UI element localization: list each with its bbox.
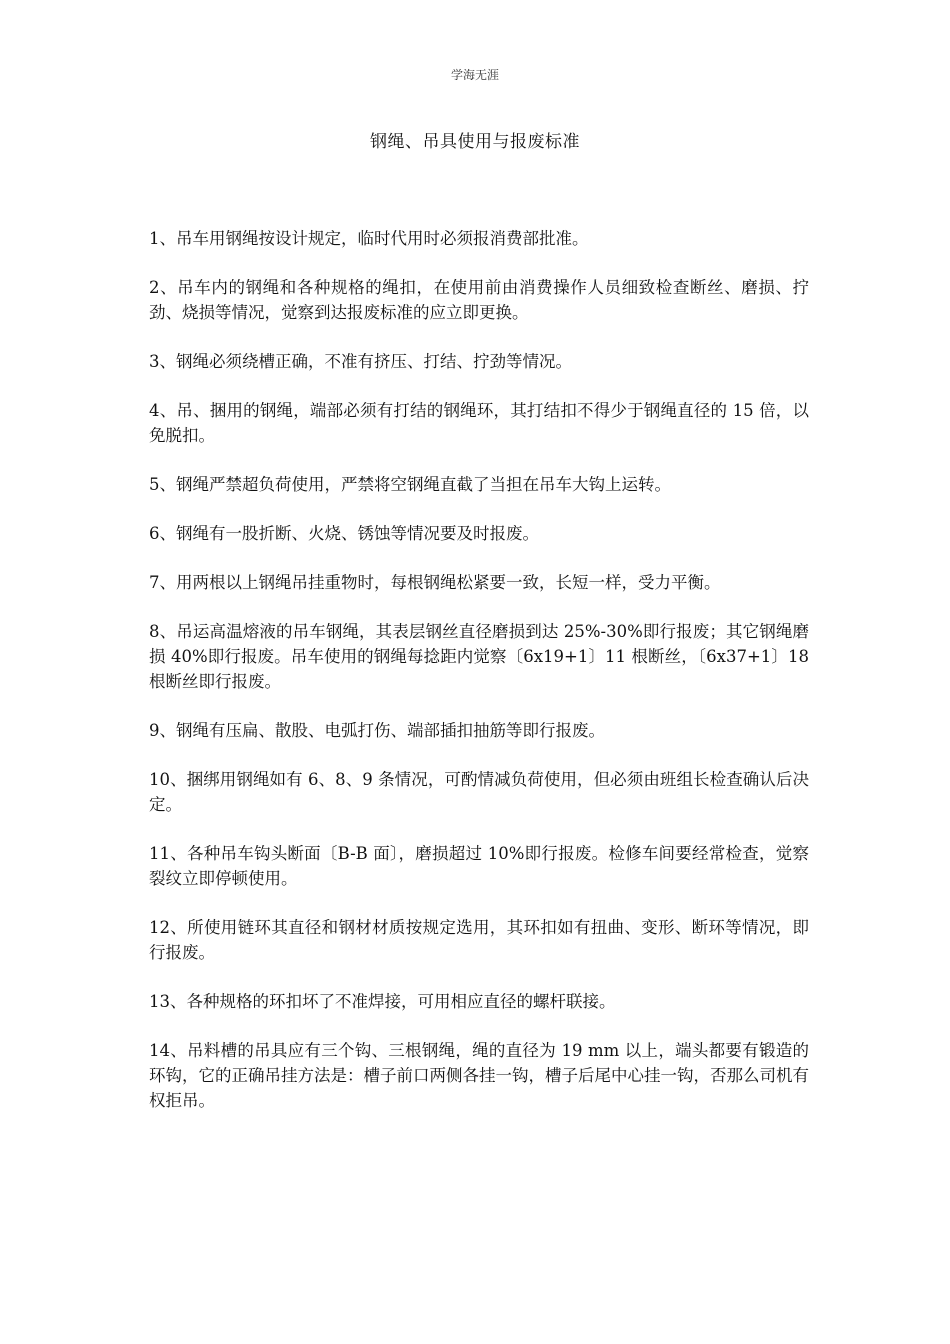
rule-paragraph-6: 6、钢绳有一股折断、火烧、锈蚀等情况要及时报废。 xyxy=(149,524,539,543)
rule-paragraph-4: 4、吊、捆用的钢绳，端部必须有打结的钢绳环，其打结扣不得少于钢绳直径的 15 倍，以免脱扣。 xyxy=(149,401,809,445)
rule-paragraph-7: 7、用两根以上钢绳吊挂重物时，每根钢绳松紧要一致，长短一样，受力平衡。 xyxy=(149,573,721,592)
document-body xyxy=(149,226,809,1137)
rule-paragraph-8: 8、吊运高温熔液的吊车钢绳，其表层钢丝直径磨损到达 25%-30%即行报废；其它钢绳磨损 40%即行报废。吊车使用的钢绳每捻距内觉察〔6x19+1〕11 根断丝，〔6x37+1〕18 根断丝即行报废。 xyxy=(149,622,809,691)
rule-paragraph-5: 5、钢绳严禁超负荷使用，严禁将空钢绳直截了当担在吊车大钩上运转。 xyxy=(149,475,671,494)
rule-paragraph-11: 11、各种吊车钩头断面〔B-B 面〕，磨损超过 10%即行报废。检修车间要经常检查，觉察裂纹立即停顿使用。 xyxy=(149,844,809,888)
document-title: 钢绳、吊具使用与报废标准 xyxy=(370,132,580,152)
rule-paragraph-12: 12、所使用链环其直径和钢材材质按规定选用，其环扣如有扭曲、变形、断环等情况，即行报废。 xyxy=(149,918,809,962)
page-header: 学海无涯 xyxy=(450,68,499,82)
rule-paragraph-3: 3、钢绳必须绕槽正确，不准有挤压、打结、拧劲等情况。 xyxy=(149,352,572,371)
rule-paragraph-13: 13、各种规格的环扣坏了不准焊接，可用相应直径的螺杆联接。 xyxy=(149,992,616,1011)
rule-paragraph-9: 9、钢绳有压扁、散股、电弧打伤、端部插扣抽筋等即行报废。 xyxy=(149,721,605,740)
rule-paragraph-1: 1、吊车用钢绳按设计规定，临时代用时必须报消费部批准。 xyxy=(149,229,589,248)
rule-paragraph-10: 10、捆绑用钢绳如有 6、8、9 条情况，可酌情减负荷使用，但必须由班组长检查确认后决定。 xyxy=(149,770,809,814)
rule-paragraph-2: 2、吊车内的钢绳和各种规格的绳扣，在使用前由消费操作人员细致检查断丝、磨损、拧劲、烧损等情况，觉察到达报废标准的应立即更换。 xyxy=(149,278,809,322)
rule-paragraph-14: 14、吊料槽的吊具应有三个钩、三根钢绳，绳的直径为 19 mm 以上，端头都要有锻造的环钩，它的正确吊挂方法是：槽子前口两侧各挂一钩，槽子后尾中心挂一钩，否那么司机有权拒吊。 xyxy=(149,1041,809,1110)
